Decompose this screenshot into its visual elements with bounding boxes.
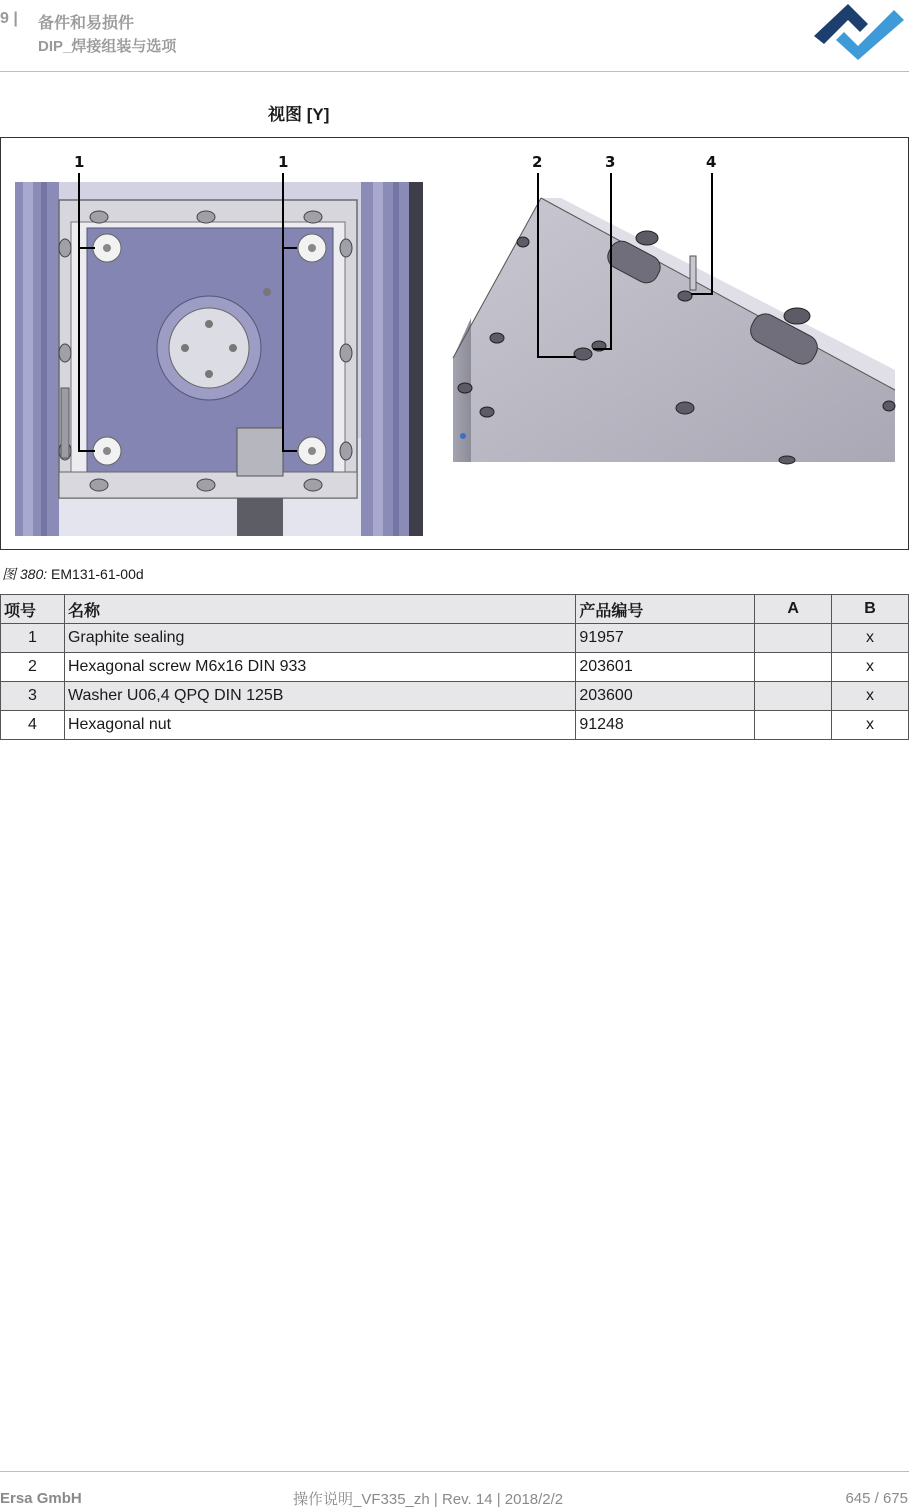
cell-name: Graphite sealing [64,624,575,653]
header-divider [0,71,909,72]
header-b: B [832,595,909,624]
caption-code: EM131-61-00d [51,566,144,582]
cell-part-number: 91248 [576,711,755,740]
table-row [1,653,909,682]
chapter-title: 备件和易损件 [38,15,135,32]
callout-label: 2 [532,153,543,171]
parts-table [0,594,909,740]
cell-name: Hexagonal screw M6x16 DIN 933 [64,653,575,682]
cell-b: x [832,682,909,711]
cell-a [755,653,832,682]
section-title: DIP_焊接组装与选项 [38,38,177,55]
table-row [1,711,909,740]
table-header-row [1,595,909,624]
table-row [1,624,909,653]
callout-label: 4 [706,153,717,171]
technical-figure [0,137,909,550]
footer-company: Ersa GmbH [0,1490,82,1507]
header-part-number: 产品编号 [576,595,755,624]
header-name: 名称 [64,595,575,624]
cell-part-number: 203601 [576,653,755,682]
figure-caption [2,564,144,584]
footer-page-number: 645 / 675 [845,1490,908,1507]
cell-name: Washer U06,4 QPQ DIN 125B [64,682,575,711]
footer-divider [0,1471,909,1472]
table-row [1,682,909,711]
footer-doc-info: 操作说明_VF335_zh | Rev. 14 | 2018/2/2 [293,1491,564,1508]
header-a: A [755,595,832,624]
header-item: 项号 [1,595,65,624]
chapter-number: 9 | [0,10,18,27]
cell-a [755,682,832,711]
cell-b: x [832,711,909,740]
cell-item: 3 [1,682,65,711]
callout-label: 1 [278,153,289,171]
cell-item: 1 [1,624,65,653]
ersa-logo [812,2,908,60]
right-view-drawing [453,182,895,464]
cell-item: 2 [1,653,65,682]
cell-b: x [832,624,909,653]
cell-a [755,711,832,740]
cell-part-number: 203600 [576,682,755,711]
cell-a [755,624,832,653]
caption-prefix: 图 380: [2,566,48,582]
callout-label: 3 [605,153,616,171]
callout-label: 1 [74,153,85,171]
left-view-drawing [15,182,423,536]
cell-part-number: 91957 [576,624,755,653]
cell-item: 4 [1,711,65,740]
cell-b: x [832,653,909,682]
cell-name: Hexagonal nut [64,711,575,740]
view-title: 视图 [Y] [268,105,330,124]
